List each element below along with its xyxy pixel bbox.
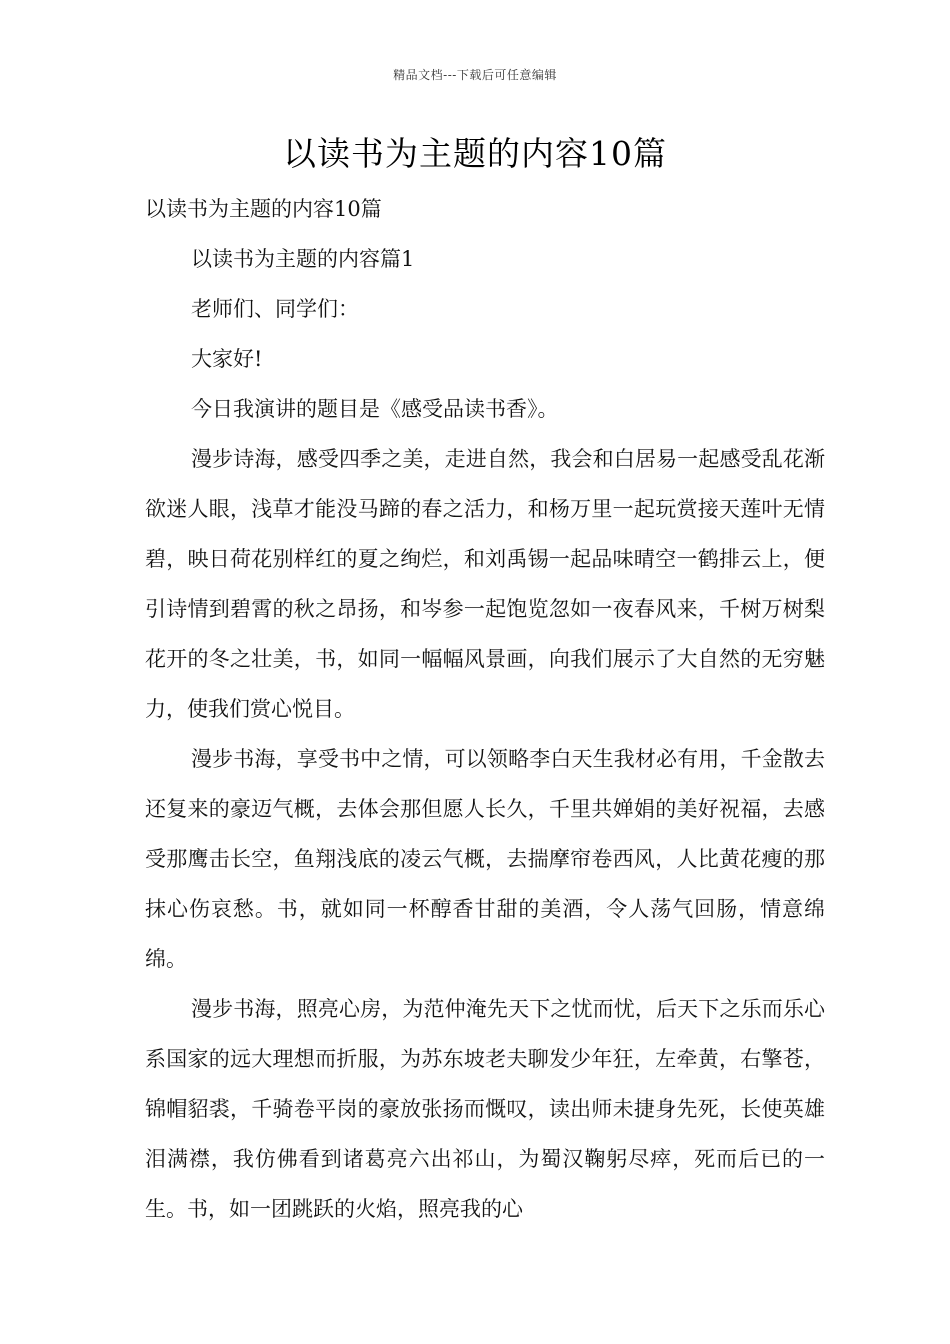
body-paragraph: 漫步书海，享受书中之情，可以领略李白天生我材必有用，千金散去还复来的豪迈气概，去体会那但愿人长久，千里共婵娟的美好祝福，去感受那鹰击长空，鱼翔浅底的凌云气概，去揣摩帘卷西风，人比黄花瘦的那抹心伤哀愁。书，就如同一杯醇香甘甜的美酒，令人荡气回肠，情意绵绵。 bbox=[145, 747, 825, 971]
document-title: 以读书为主题的内容10篇 bbox=[283, 134, 667, 173]
section-heading: 以读书为主题的内容篇1 bbox=[191, 247, 415, 271]
greeting-line: 老师们、同学们： bbox=[191, 297, 359, 321]
greeting-line: 大家好! bbox=[191, 347, 263, 371]
body-paragraph: 漫步诗海，感受四季之美，走进自然，我会和白居易一起感受乱花渐欲迷人眼，浅草才能没马蹄的春之活力，和杨万里一起玩赏接天莲叶无情碧，映日荷花别样红的夏之绚烂，和刘禹锡一起品味晴空一鹤排云上，便引诗情到碧霄的秋之昂扬，和岑参一起饱览忽如一夜春风来，千树万树梨花开的冬之壮美，书，如同一幅幅风景画，向我们展示了大自然的无穷魅力，使我们赏心悦目。 bbox=[145, 447, 825, 721]
document-body bbox=[145, 184, 825, 1234]
subtitle-line: 以读书为主题的内容10篇 bbox=[145, 197, 382, 221]
intro-paragraph: 今日我演讲的题目是《感受品读书香》。 bbox=[191, 397, 559, 421]
header-note: 精品文档---下载后可任意编辑 bbox=[393, 68, 557, 82]
body-paragraph: 漫步书海，照亮心房，为范仲淹先天下之忧而忧，后天下之乐而乐心系国家的远大理想而折服，为苏东坡老夫聊发少年狂，左牵黄，右擎苍，锦帽貂裘，千骑卷平岗的豪放张扬而慨叹，读出师未捷身先死，长使英雄泪满襟，我仿佛看到诸葛亮六出祁山，为蜀汉鞠躬尽瘁，死而后已的一生。书，如一团跳跃的火焰，照亮我的心 bbox=[145, 997, 825, 1221]
